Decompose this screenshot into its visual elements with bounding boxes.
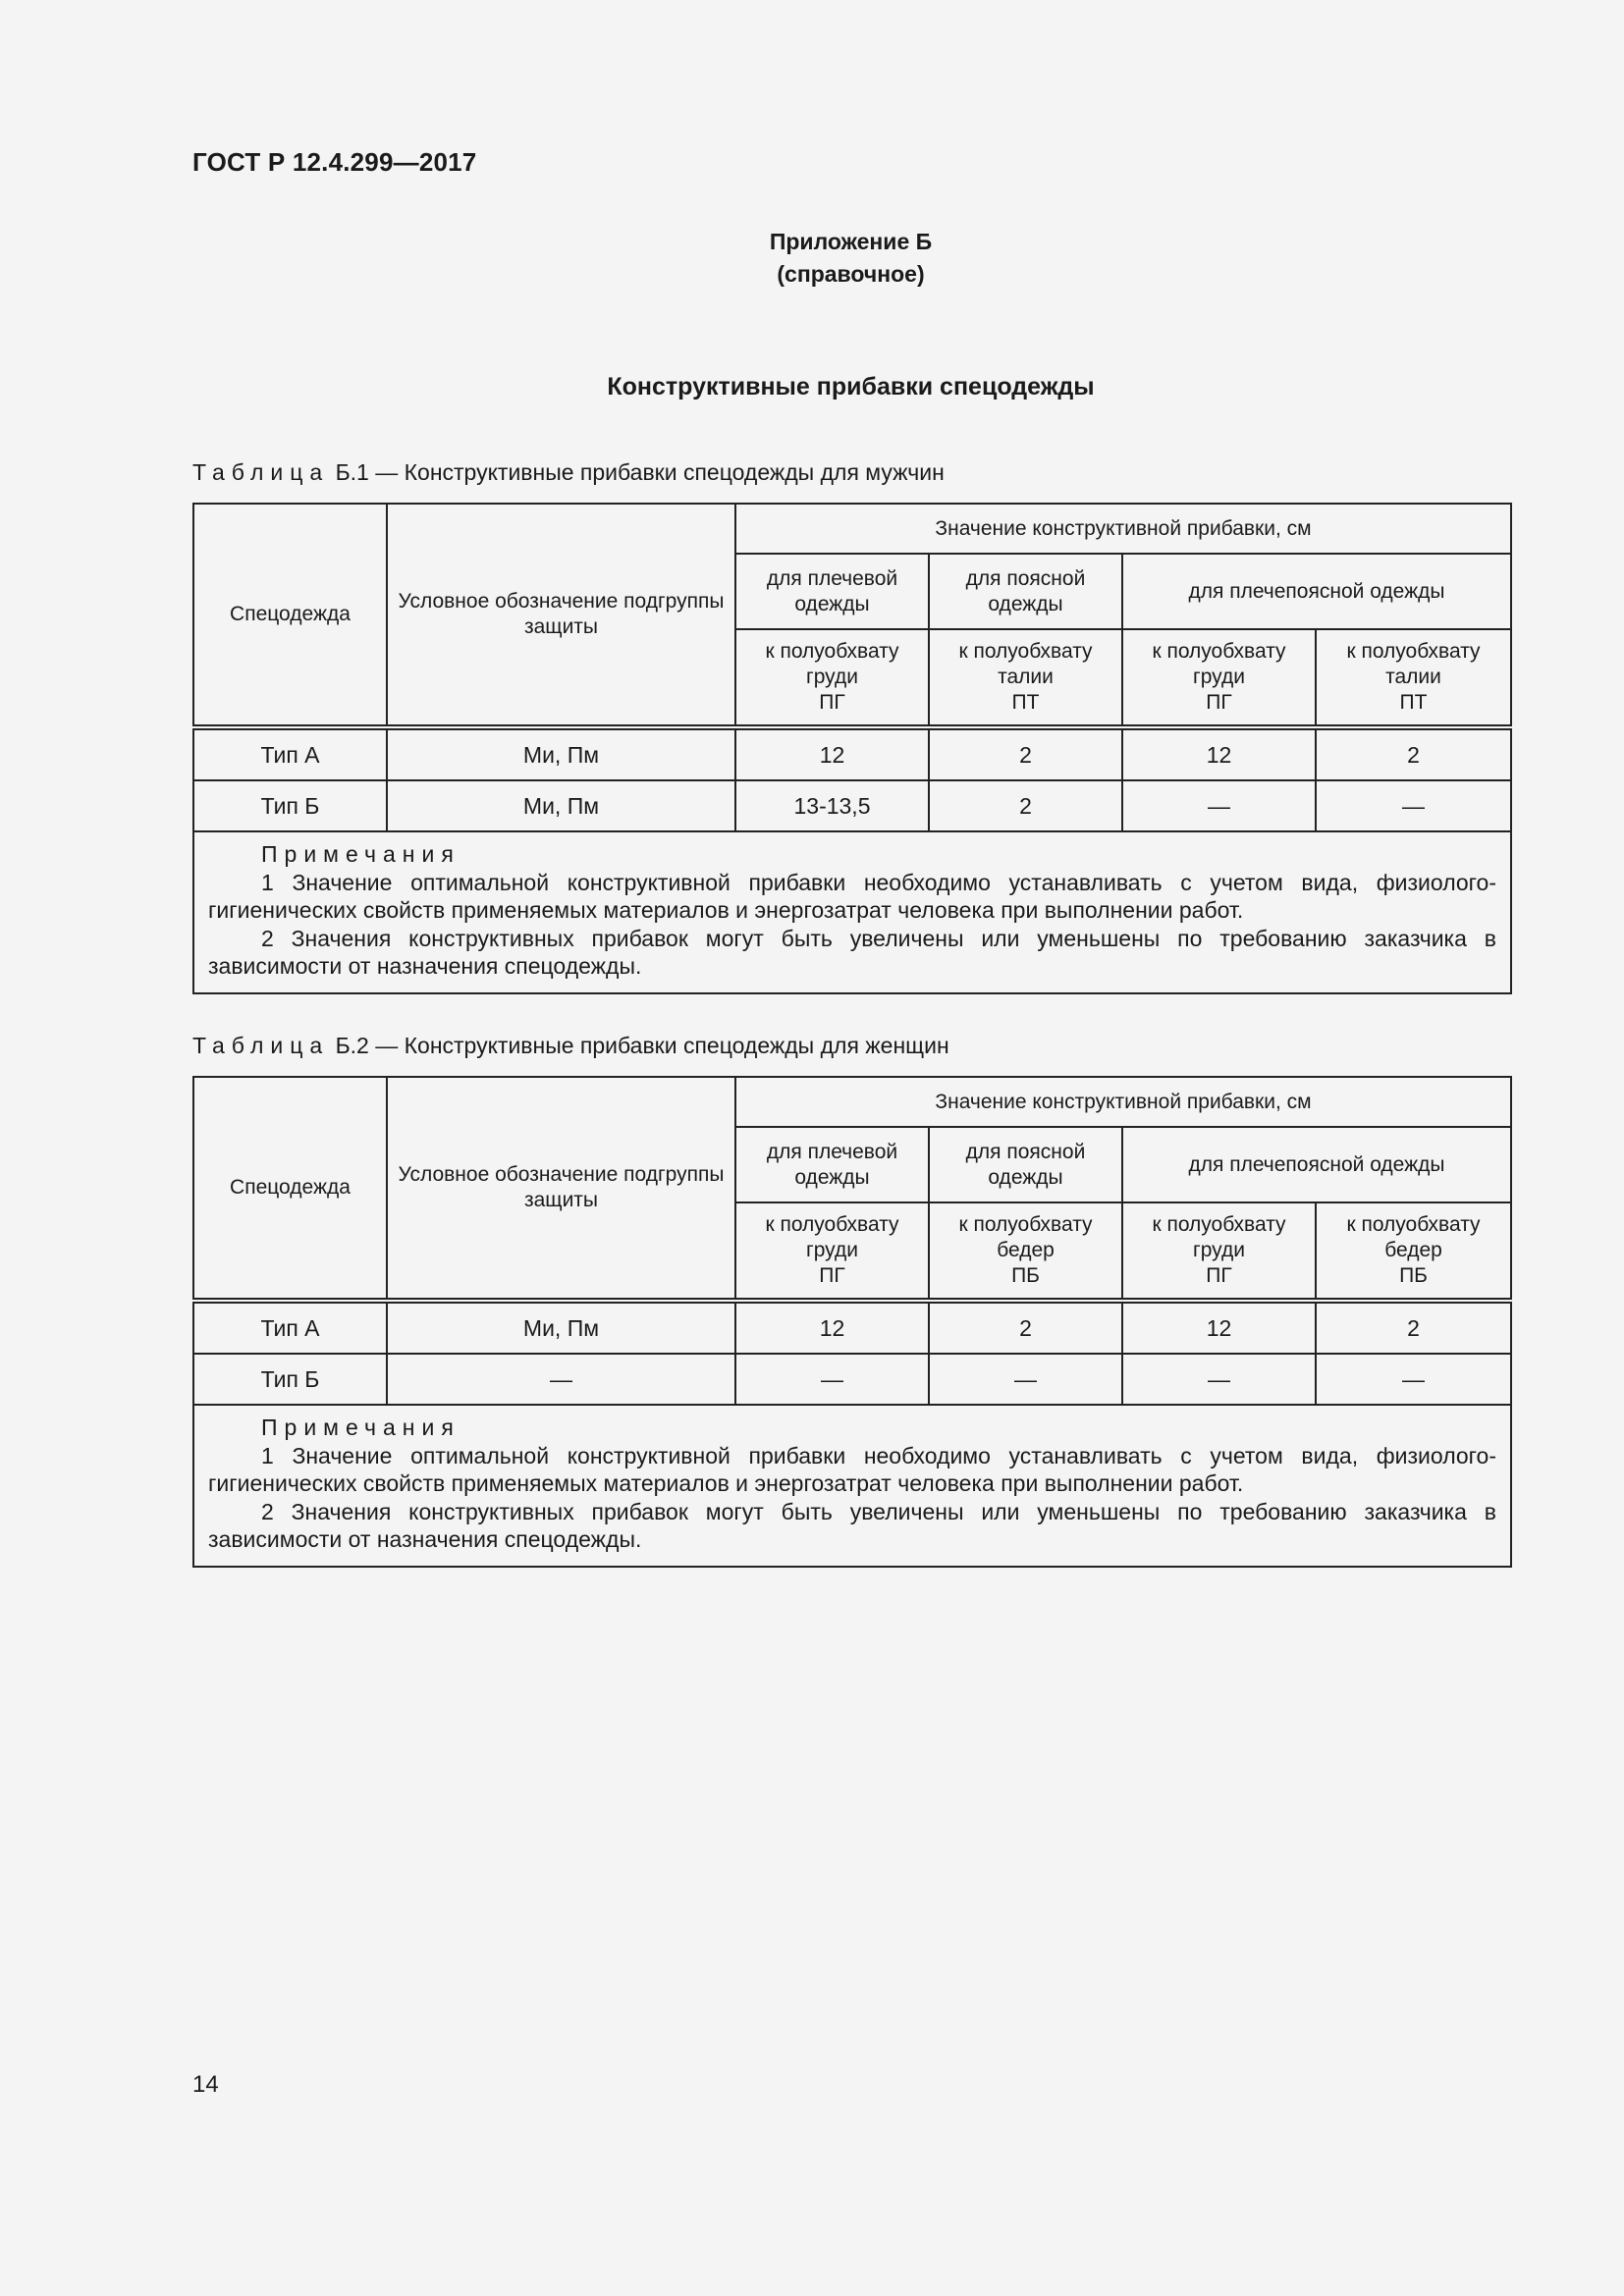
header-sub-4: к полуобхвату талии ПТ — [1316, 629, 1511, 727]
table-b2 — [192, 1076, 1512, 1568]
appendix-heading — [0, 226, 1624, 291]
header-waist-clothing: для поясной одежды — [929, 554, 1122, 629]
cell-garment: Тип Б — [193, 1354, 387, 1405]
cell-value: 12 — [735, 1301, 929, 1354]
note-1: 1 Значение оптимальной конструктивной прибавки необходимо устанавливать с учетом вида, физиолого-гигиенических свойств применяемых материалов и энергозатрат человека при выполнении работ. — [208, 1442, 1496, 1496]
table-b1-caption-text: Б.1 — Конструктивные прибавки спецодежды для мужчин — [329, 459, 945, 485]
cell-value: 2 — [929, 727, 1122, 780]
header-waist-clothing: для поясной одежды — [929, 1127, 1122, 1202]
header-sub-1: к полуобхвату груди ПГ — [735, 629, 929, 727]
notes-heading: Примечания — [261, 841, 460, 867]
cell-value: 2 — [1316, 1301, 1511, 1354]
table-b2-caption-text: Б.2 — Конструктивные прибавки спецодежды для женщин — [329, 1033, 949, 1058]
notes-heading: Примечания — [261, 1415, 460, 1440]
table-row — [193, 1301, 1511, 1354]
table-row — [193, 1354, 1511, 1405]
header-sub-2: к полуобхвату талии ПТ — [929, 629, 1122, 727]
cell-value: 12 — [735, 727, 929, 780]
note-1: 1 Значение оптимальной конструктивной прибавки необходимо устанавливать с учетом вида, физиолого-гигиенических свойств применяемых материалов и энергозатрат человека при выполнении работ. — [208, 869, 1496, 923]
cell-value: — — [1122, 780, 1316, 831]
cell-value: 12 — [1122, 1301, 1316, 1354]
appendix-subtitle: (справочное) — [777, 261, 925, 287]
header-shoulder-waist-clothing: для плечепоясной одежды — [1122, 1127, 1511, 1202]
cell-subgroup: Ми, Пм — [387, 1301, 735, 1354]
header-sub-3: к полуобхвату груди ПГ — [1122, 1202, 1316, 1301]
cell-garment: Тип А — [193, 727, 387, 780]
cell-value: 2 — [1316, 727, 1511, 780]
page-number: 14 — [192, 2071, 219, 2098]
cell-subgroup: Ми, Пм — [387, 780, 735, 831]
header-shoulder-waist-clothing: для плечепоясной одежды — [1122, 554, 1511, 629]
header-shoulder-clothing: для плечевой одежды — [735, 1127, 929, 1202]
cell-value: 2 — [929, 780, 1122, 831]
table-b1-caption — [192, 459, 945, 486]
cell-value: 2 — [929, 1301, 1122, 1354]
cell-value: — — [735, 1354, 929, 1405]
cell-subgroup: Ми, Пм — [387, 727, 735, 780]
header-value: Значение конструктивной прибавки, см — [735, 504, 1511, 554]
table-b1-caption-prefix: Таблица — [192, 459, 330, 485]
cell-subgroup: — — [387, 1354, 735, 1405]
header-value: Значение конструктивной прибавки, см — [735, 1077, 1511, 1127]
header-shoulder-clothing: для плечевой одежды — [735, 554, 929, 629]
table-b2-notes — [193, 1405, 1511, 1567]
header-garment: Спецодежда — [193, 1077, 387, 1301]
cell-garment: Тип Б — [193, 780, 387, 831]
cell-value: — — [1316, 780, 1511, 831]
cell-value: — — [929, 1354, 1122, 1405]
note-2: 2 Значения конструктивных прибавок могут быть увеличены или уменьшены по требованию заказчика в зависимости от назначения спецодежды. — [208, 925, 1496, 979]
table-row — [193, 727, 1511, 780]
cell-value: 12 — [1122, 727, 1316, 780]
header-garment: Спецодежда — [193, 504, 387, 727]
table-b2-caption — [192, 1033, 949, 1059]
table-row — [193, 780, 1511, 831]
header-sub-3: к полуобхвату груди ПГ — [1122, 629, 1316, 727]
header-subgroup: Условное обозначение подгруппы защиты — [387, 1077, 735, 1301]
section-title: Конструктивные прибавки спецодежды — [607, 373, 1095, 400]
document-code: ГОСТ Р 12.4.299—2017 — [192, 147, 477, 177]
note-2: 2 Значения конструктивных прибавок могут быть увеличены или уменьшены по требованию заказчика в зависимости от назначения спецодежды. — [208, 1498, 1496, 1552]
table-b1-notes — [193, 831, 1511, 993]
cell-value: 13-13,5 — [735, 780, 929, 831]
cell-value: — — [1122, 1354, 1316, 1405]
header-sub-4: к полуобхвату бедер ПБ — [1316, 1202, 1511, 1301]
table-b2-caption-prefix: Таблица — [192, 1033, 330, 1058]
cell-value: — — [1316, 1354, 1511, 1405]
header-sub-2: к полуобхвату бедер ПБ — [929, 1202, 1122, 1301]
table-b1 — [192, 503, 1512, 994]
appendix-title: Приложение Б — [769, 229, 933, 254]
header-sub-1: к полуобхвату груди ПГ — [735, 1202, 929, 1301]
header-subgroup: Условное обозначение подгруппы защиты — [387, 504, 735, 727]
cell-garment: Тип А — [193, 1301, 387, 1354]
